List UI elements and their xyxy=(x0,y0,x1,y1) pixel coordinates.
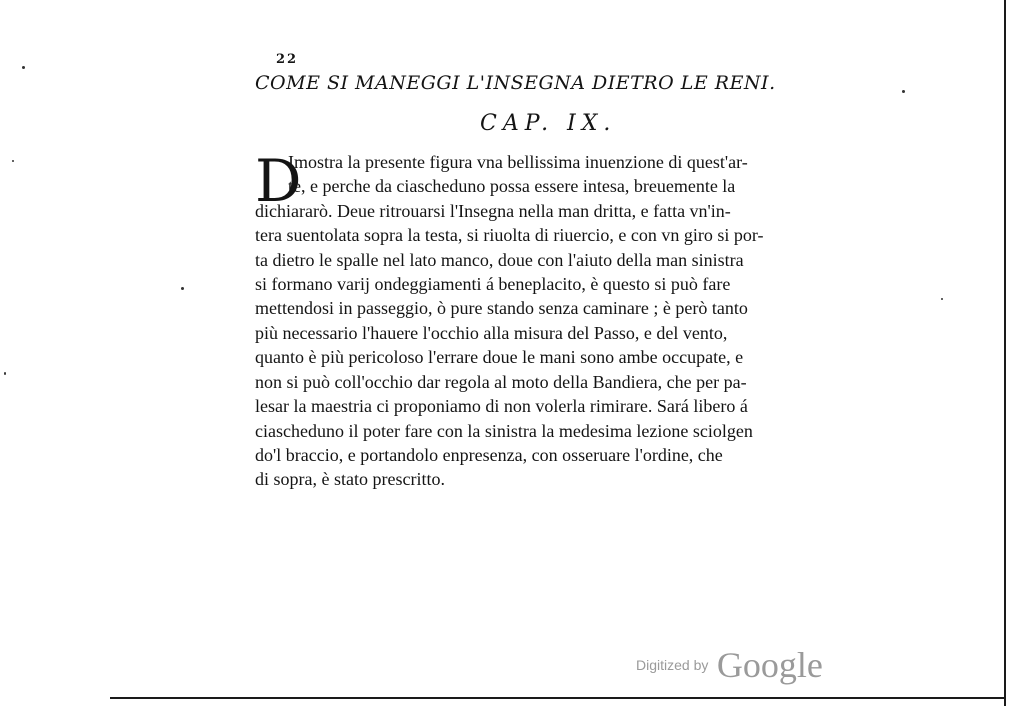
watermark-prefix: Digitized by xyxy=(636,657,709,673)
text-line: do'l braccio, e portandolo enpresenza, con osseruare l'ordine, che xyxy=(255,445,723,465)
page-edge-right xyxy=(1004,0,1006,706)
running-head: COME SI MANEGGI L'INSEGNA DIETRO LE RENI. xyxy=(255,72,776,94)
text-line: si formano varij ondeggiamenti á beneplacito, è questo si può fare xyxy=(255,274,731,294)
scan-speck xyxy=(181,287,184,290)
text-line: tera suentolata sopra la testa, si riuolta di riuercio, e con vn giro si por- xyxy=(255,225,764,245)
scan-speck xyxy=(4,372,6,375)
scan-speck xyxy=(941,298,943,300)
scan-speck xyxy=(902,90,905,93)
page-number: 22 xyxy=(276,52,299,67)
drop-cap: D xyxy=(255,147,302,215)
text-line: Imostra la presente figura vna bellissima inuenzione di quest'ar- xyxy=(288,152,748,172)
scan-speck xyxy=(22,66,25,69)
text-line: mettendosi in passeggio, ò pure stando senza caminare ; è però tanto xyxy=(255,298,748,318)
digitized-by-watermark xyxy=(636,644,823,686)
text-line: non si può coll'occhio dar regola al moto della Bandiera, che per pa- xyxy=(255,372,747,392)
text-line: di sopra, è stato prescritto. xyxy=(255,469,445,489)
text-line: dichiararò. Deue ritrouarsi l'Insegna nella man dritta, e fatta vn'in- xyxy=(255,201,731,221)
page-edge-bottom xyxy=(110,697,1004,699)
chapter-heading: CAP. IX. xyxy=(480,111,617,136)
google-logo: Google xyxy=(716,645,823,685)
text-line: ciascheduno il poter fare con la sinistra la medesima lezione sciolgen xyxy=(255,421,753,441)
scan-speck xyxy=(12,160,14,162)
text-line: ta dietro le spalle nel lato manco, doue con l'aiuto della man sinistra xyxy=(255,250,744,270)
text-line: lesar la maestria ci proponiamo di non volerla rimirare. Sará libero á xyxy=(255,396,748,416)
text-line: più necessario l'hauere l'occhio alla misura del Passo, e del vento, xyxy=(255,323,728,343)
text-line: quanto è più pericoloso l'errare doue le mani sono ambe occupate, e xyxy=(255,347,744,367)
text-line: te, e perche da ciascheduno possa essere intesa, breuemente la xyxy=(288,176,736,196)
